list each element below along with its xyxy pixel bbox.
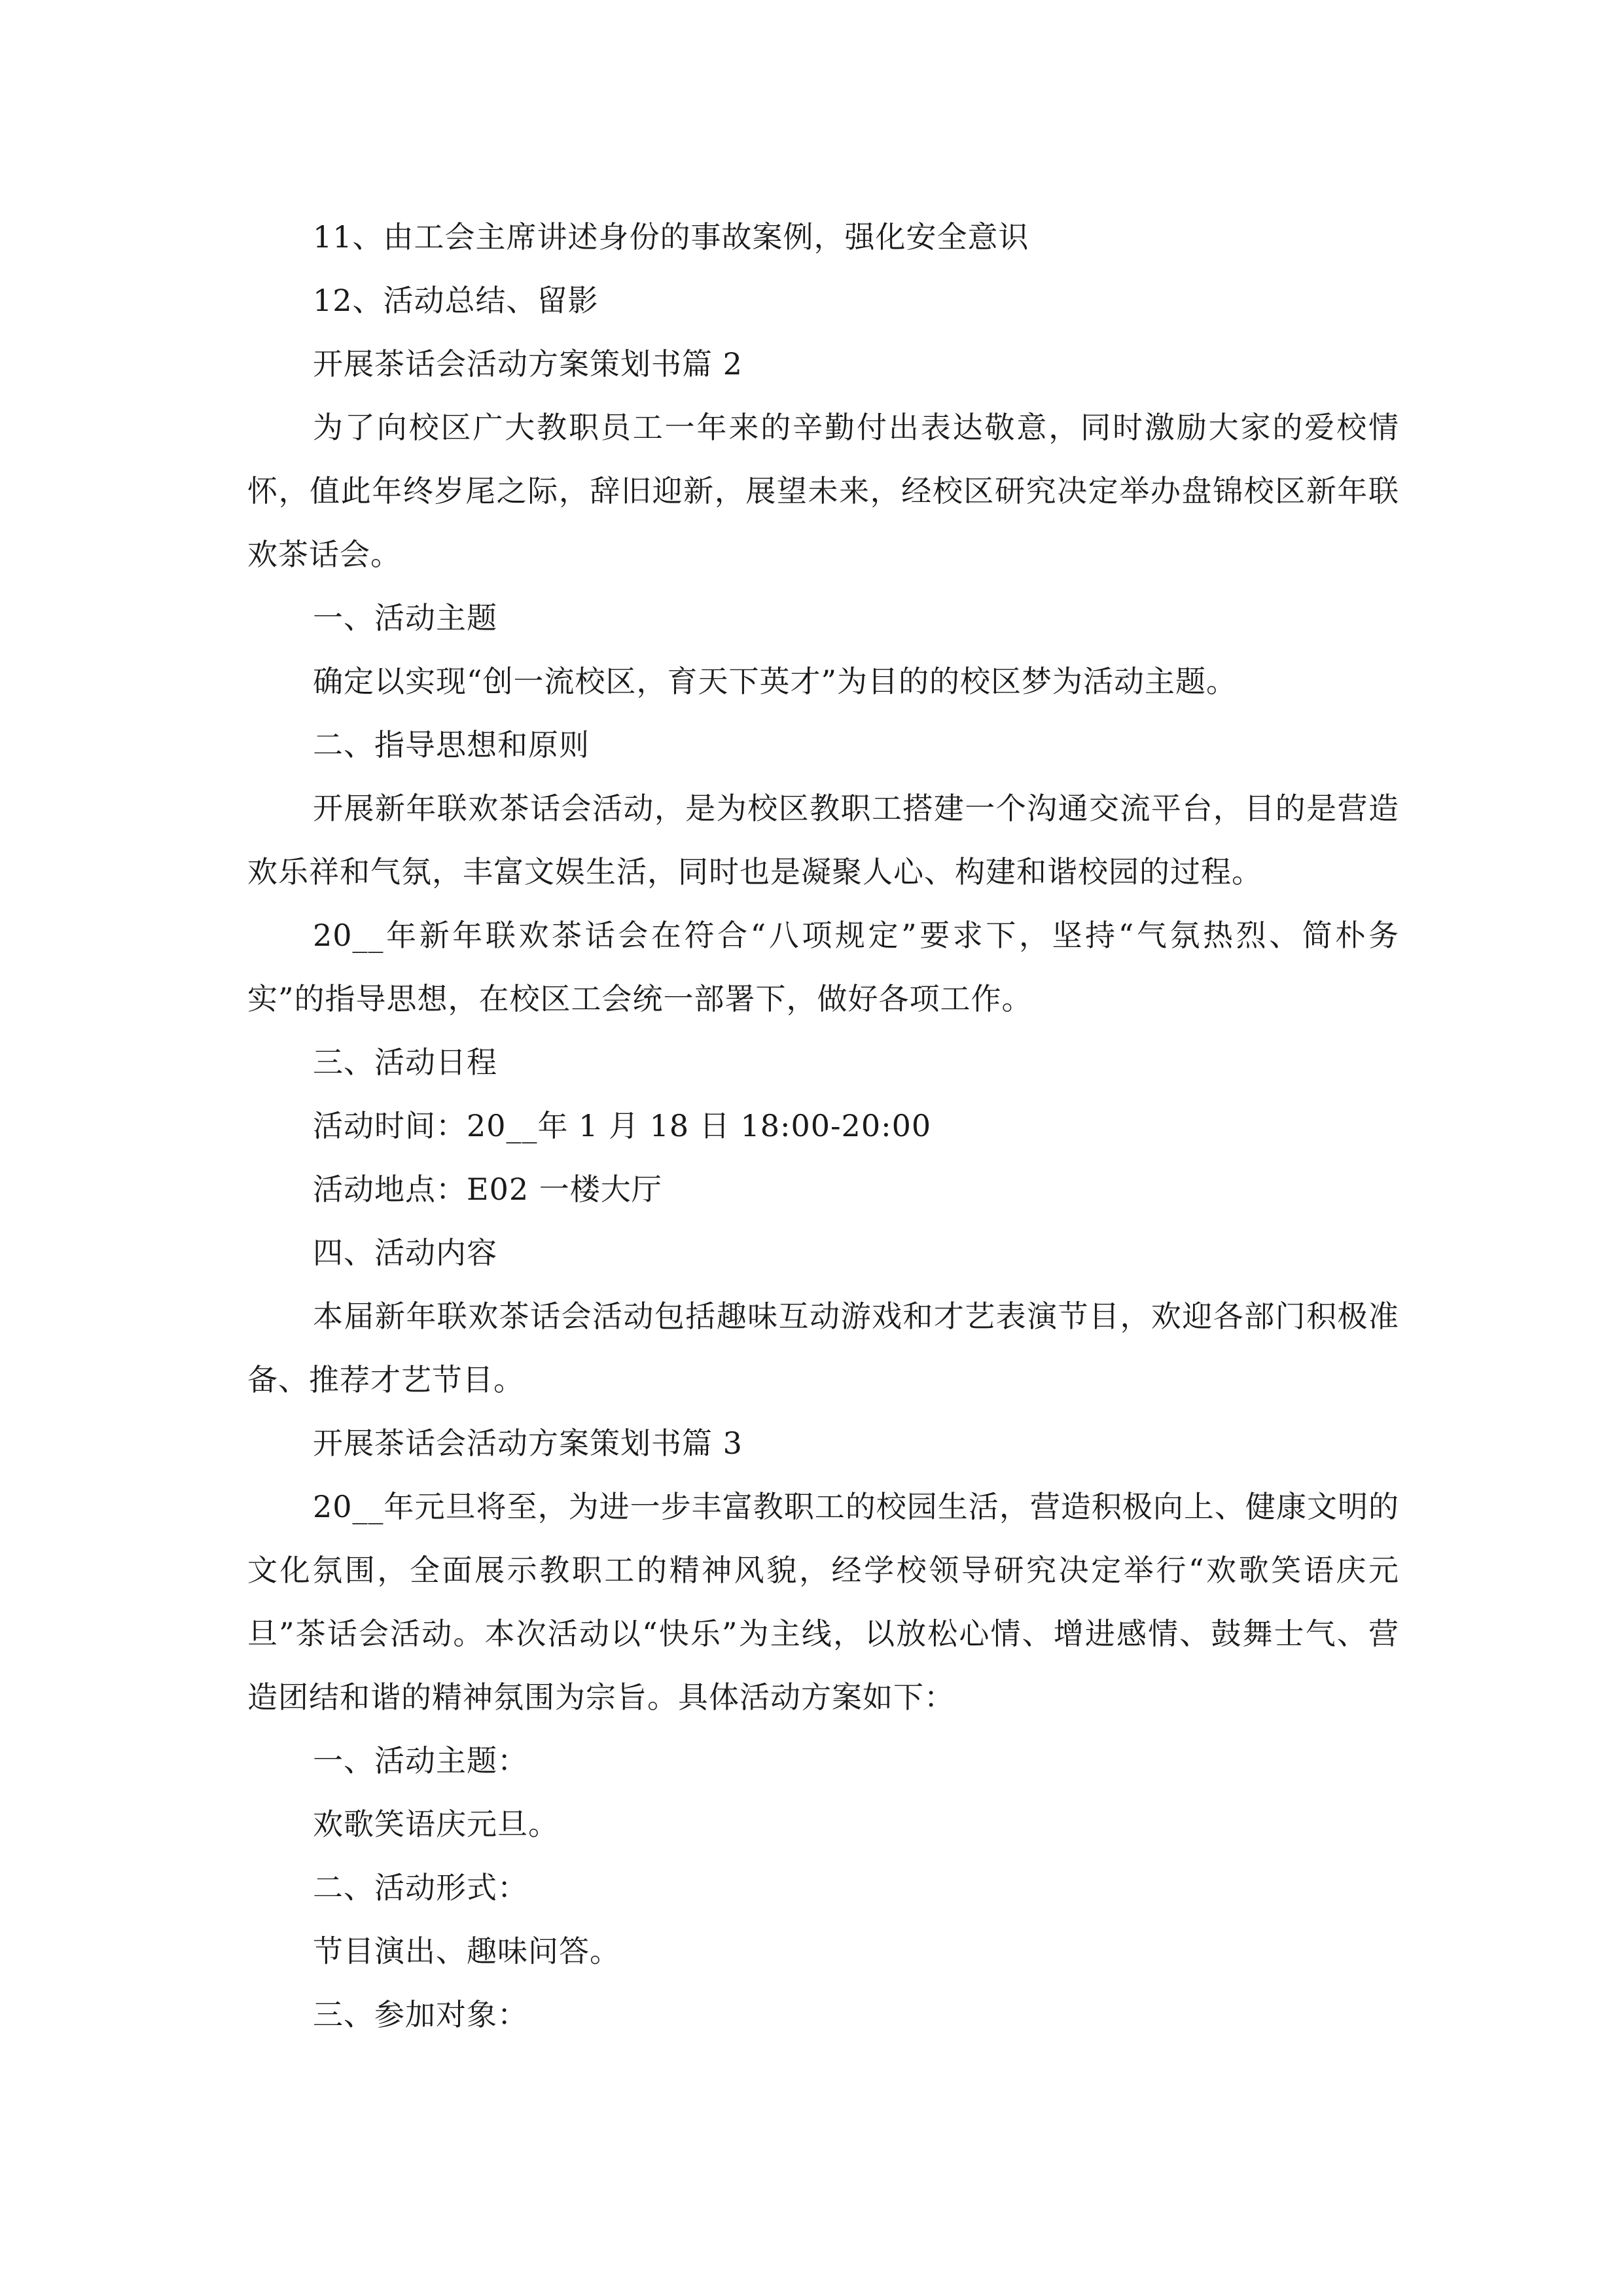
heading-activity-form: 二、活动形式： xyxy=(313,1870,528,1905)
list-item-11: 11、由工会主席讲述身份的事故案例，强化安全意识 xyxy=(313,219,1029,255)
activity-form-text: 节目演出、趣味问答。 xyxy=(313,1933,620,1969)
paragraph-guiding-principles: 开展新年联欢茶话会活动，是为校区教职工搭建一个沟通交流平台，目的是营造欢乐祥和气氛，丰富文娱生活，同时也是凝聚人心、构建和谐校园的过程。 xyxy=(247,791,1399,889)
activity-time: 活动时间：20__年 1 月 18 日 18:00-20:00 xyxy=(313,1108,932,1143)
theme-text-part-3: 欢歌笑语庆元旦。 xyxy=(313,1806,559,1842)
intro-paragraph-part-3: 20__年元旦将至，为进一步丰富教职工的校园生活，营造积极向上、健康文明的文化氛围，全面展示教职工的精神风貌，经学校领导研究决定举行“欢歌笑语庆元旦”茶话会活动。本次活动以“快乐”为主线，以放松心情、增进感情、鼓舞士气、营造团结和谐的精神氛围为宗旨。具体活动方案如下： xyxy=(247,1489,1399,1715)
heading-activity-schedule: 三、活动日程 xyxy=(313,1045,497,1080)
section-title-part-2: 开展茶话会活动方案策划书篇 2 xyxy=(313,346,743,382)
activity-location: 活动地点：E02 一楼大厅 xyxy=(313,1172,662,1207)
heading-activity-theme: 一、活动主题 xyxy=(313,600,497,636)
paragraph-activity-theme: 确定以实现“创一流校区，育天下英才”为目的的校区梦为活动主题。 xyxy=(313,664,1238,699)
intro-paragraph-part-2: 为了向校区广大教职员工一年来的辛勤付出表达敬意，同时激励大家的爱校情怀，值此年终岁尾之际，辞旧迎新，展望未来，经校区研究决定举办盘锦校区新年联欢茶话会。 xyxy=(247,410,1399,572)
heading-theme-part-3: 一、活动主题： xyxy=(313,1743,528,1778)
heading-guiding-principles: 二、指导思想和原则 xyxy=(313,727,590,762)
document-body xyxy=(247,206,1399,2047)
heading-activity-content: 四、活动内容 xyxy=(313,1235,497,1270)
list-item-12: 12、活动总结、留影 xyxy=(313,283,599,318)
paragraph-regulations: 20__年新年联欢茶话会在符合“八项规定”要求下，坚持“气氛热烈、简朴务实”的指导思想，在校区工会统一部署下，做好各项工作。 xyxy=(247,918,1399,1016)
heading-participants: 三、参加对象： xyxy=(313,1997,528,2032)
section-title-part-3: 开展茶话会活动方案策划书篇 3 xyxy=(313,1426,743,1461)
paragraph-activity-content: 本届新年联欢茶话会活动包括趣味互动游戏和才艺表演节目，欢迎各部门积极准备、推荐才艺节目。 xyxy=(247,1299,1399,1397)
